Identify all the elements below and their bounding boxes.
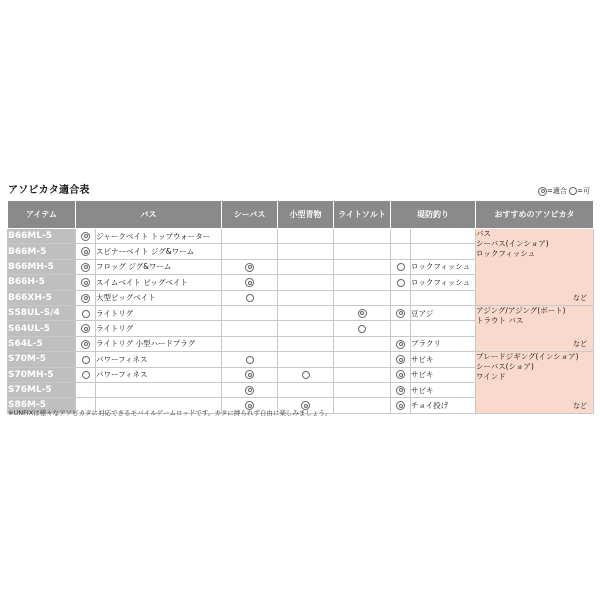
header-small-fish: 小型青物 — [278, 201, 334, 229]
circle-icon — [569, 187, 577, 195]
teibo-desc-cell — [411, 229, 476, 244]
bass-desc-cell: スピナーベイト ジグ&ワーム — [96, 244, 222, 259]
model-cell: B66XH-5 — [8, 290, 76, 305]
header-teibo: 堤防釣り — [391, 201, 476, 229]
teibo-desc-cell — [411, 321, 476, 336]
teibo-mark-cell — [391, 398, 411, 413]
seabass-mark-cell — [222, 290, 278, 305]
double-circle-icon — [245, 386, 254, 395]
bass-desc-cell: ライトリグ — [96, 305, 222, 320]
small-fish-mark-cell — [278, 275, 334, 290]
bass-desc-cell: ジャークベイト トップウォーター — [96, 229, 222, 244]
small-fish-mark-cell — [278, 382, 334, 397]
bass-desc-cell: ライトリグ — [96, 321, 222, 336]
teibo-desc-cell — [411, 290, 476, 305]
circle-icon — [246, 356, 254, 364]
teibo-mark-cell — [391, 305, 411, 320]
small-fish-mark-cell — [278, 367, 334, 382]
header-recommend: おすすめのアソビカタ — [476, 201, 594, 229]
double-circle-icon — [245, 370, 254, 379]
seabass-mark-cell — [222, 367, 278, 382]
teibo-mark-cell — [391, 290, 411, 305]
circle-icon — [82, 371, 90, 379]
recommend-note: など — [573, 293, 587, 302]
bass-desc-cell: 大型ビッグベイト — [96, 290, 222, 305]
teibo-mark-cell — [391, 336, 411, 351]
bass-desc-cell: パワーフィネス — [96, 367, 222, 382]
seabass-mark-cell — [222, 244, 278, 259]
double-circle-icon — [81, 263, 90, 272]
header-seabass: シーバス — [222, 201, 278, 229]
bass-desc-cell: パワーフィネス — [96, 352, 222, 367]
compatibility-table — [7, 200, 594, 414]
circle-icon — [302, 371, 310, 379]
model-cell: S86M-5 — [8, 398, 76, 413]
light-salt-mark-cell — [334, 336, 391, 351]
recommend-line: ワインド — [476, 372, 506, 382]
bass-mark-cell — [76, 305, 96, 320]
teibo-desc-cell: サビキ — [411, 367, 476, 382]
double-circle-icon — [396, 355, 405, 364]
header-bass: バス — [76, 201, 222, 229]
seabass-mark-cell — [222, 382, 278, 397]
model-cell: B66MH-5 — [8, 259, 76, 274]
teibo-mark-cell — [391, 244, 411, 259]
double-circle-icon — [245, 278, 254, 287]
bass-desc-cell — [96, 382, 222, 397]
double-circle-icon — [538, 187, 547, 196]
teibo-desc-cell: サビキ — [411, 382, 476, 397]
model-cell: S64UL-5 — [8, 321, 76, 336]
teibo-desc-cell: ロックフィッシュ — [411, 275, 476, 290]
bass-mark-cell — [76, 259, 96, 274]
model-cell: S70MH-5 — [8, 367, 76, 382]
light-salt-mark-cell — [334, 398, 391, 413]
teibo-desc-cell: 豆アジ — [411, 305, 476, 320]
teibo-desc-cell: ロックフィッシュ — [411, 259, 476, 274]
bass-mark-cell — [76, 336, 96, 351]
model-cell: S58UL-S/4 — [8, 305, 76, 320]
light-salt-mark-cell — [334, 305, 391, 320]
recommend-line: バス — [476, 229, 491, 238]
table-header-row — [8, 201, 594, 229]
recommend-line: アジング/アジング(ボート) — [476, 305, 566, 315]
model-cell: S76ML-5 — [8, 382, 76, 397]
teibo-mark-cell — [391, 321, 411, 336]
small-fish-mark-cell — [278, 259, 334, 274]
teibo-desc-cell: チョイ投げ — [411, 398, 476, 413]
double-circle-icon — [396, 386, 405, 395]
seabass-mark-cell — [222, 305, 278, 320]
bass-mark-cell — [76, 321, 96, 336]
recommend-cell — [476, 305, 594, 351]
circle-icon — [82, 310, 90, 318]
bass-mark-cell — [76, 382, 96, 397]
double-circle-icon — [81, 247, 90, 256]
teibo-desc-cell: ブラクリ — [411, 336, 476, 351]
teibo-mark-cell — [391, 367, 411, 382]
light-salt-mark-cell — [334, 352, 391, 367]
header-light-salt: ライトソルト — [334, 201, 391, 229]
table-row — [8, 352, 594, 367]
light-salt-mark-cell — [334, 229, 391, 244]
light-salt-mark-cell — [334, 275, 391, 290]
header-item: アイテム — [8, 201, 76, 229]
small-fish-mark-cell — [278, 229, 334, 244]
circle-icon — [397, 263, 405, 271]
double-circle-icon — [245, 263, 254, 272]
circle-icon — [246, 294, 254, 302]
model-cell: B66M-5 — [8, 244, 76, 259]
recommend-line: シーバス(ショア) — [476, 362, 534, 372]
small-fish-mark-cell — [278, 336, 334, 351]
model-cell: S70M-5 — [8, 352, 76, 367]
teibo-desc-cell: サビキ — [411, 352, 476, 367]
footnote: ※UNFIXは様々なアソビカタに対応できるモバイルゲームロッドです。カタに縛られず自由に楽しみましょう。 — [8, 409, 332, 417]
double-circle-icon — [81, 324, 90, 333]
double-circle-icon — [396, 340, 405, 349]
light-salt-mark-cell — [334, 290, 391, 305]
teibo-mark-cell — [391, 259, 411, 274]
model-cell: S64L-5 — [8, 336, 76, 351]
model-cell: B66H-5 — [8, 275, 76, 290]
legend — [538, 186, 590, 196]
bass-mark-cell — [76, 244, 96, 259]
light-salt-mark-cell — [334, 244, 391, 259]
bass-desc-cell: スイムベイト ビッグベイト — [96, 275, 222, 290]
seabass-mark-cell — [222, 229, 278, 244]
double-circle-icon — [81, 340, 90, 349]
small-fish-mark-cell — [278, 305, 334, 320]
seabass-mark-cell — [222, 275, 278, 290]
table-title: アソビカタ適合表 — [8, 185, 90, 196]
seabass-mark-cell — [222, 352, 278, 367]
double-circle-icon — [396, 401, 405, 410]
bass-desc-cell: フロッグ ジグ&ワーム — [96, 259, 222, 274]
small-fish-mark-cell — [278, 352, 334, 367]
seabass-mark-cell — [222, 321, 278, 336]
recommend-note: など — [573, 401, 587, 410]
double-circle-icon — [396, 309, 405, 318]
double-circle-icon — [358, 309, 367, 318]
small-fish-mark-cell — [278, 244, 334, 259]
small-fish-mark-cell — [278, 290, 334, 305]
recommend-cell — [476, 352, 594, 414]
bass-desc-cell: ライトリグ 小型ハードプラグ — [96, 336, 222, 351]
bass-mark-cell — [76, 367, 96, 382]
bass-mark-cell — [76, 275, 96, 290]
light-salt-mark-cell — [334, 382, 391, 397]
recommend-note: など — [573, 340, 587, 349]
legend-single-label: =可 — [577, 187, 590, 195]
bass-mark-cell — [76, 352, 96, 367]
light-salt-mark-cell — [334, 321, 391, 336]
bass-mark-cell — [76, 290, 96, 305]
light-salt-mark-cell — [334, 259, 391, 274]
seabass-mark-cell — [222, 336, 278, 351]
double-circle-icon — [81, 278, 90, 287]
double-circle-icon — [396, 370, 405, 379]
light-salt-mark-cell — [334, 367, 391, 382]
legend-double-label: =適合 — [547, 187, 567, 195]
double-circle-icon — [81, 294, 90, 303]
recommend-cell — [476, 229, 594, 306]
recommend-line: シーバス(インショア) — [476, 239, 549, 248]
recommend-line: ブレードジギング(インショア) — [476, 352, 579, 362]
double-circle-icon — [81, 232, 90, 241]
recommend-line: ロックフィッシュ — [476, 249, 536, 258]
teibo-mark-cell — [391, 382, 411, 397]
circle-icon — [397, 279, 405, 287]
small-fish-mark-cell — [278, 321, 334, 336]
table-row — [8, 305, 594, 320]
teibo-mark-cell — [391, 229, 411, 244]
teibo-mark-cell — [391, 275, 411, 290]
teibo-mark-cell — [391, 352, 411, 367]
bass-mark-cell — [76, 229, 96, 244]
circle-icon — [82, 356, 90, 364]
teibo-desc-cell — [411, 244, 476, 259]
seabass-mark-cell — [222, 259, 278, 274]
recommend-line: トラウト バス — [476, 315, 524, 325]
model-cell: B66ML-5 — [8, 229, 76, 244]
circle-icon — [358, 325, 366, 333]
table-row — [8, 229, 594, 244]
